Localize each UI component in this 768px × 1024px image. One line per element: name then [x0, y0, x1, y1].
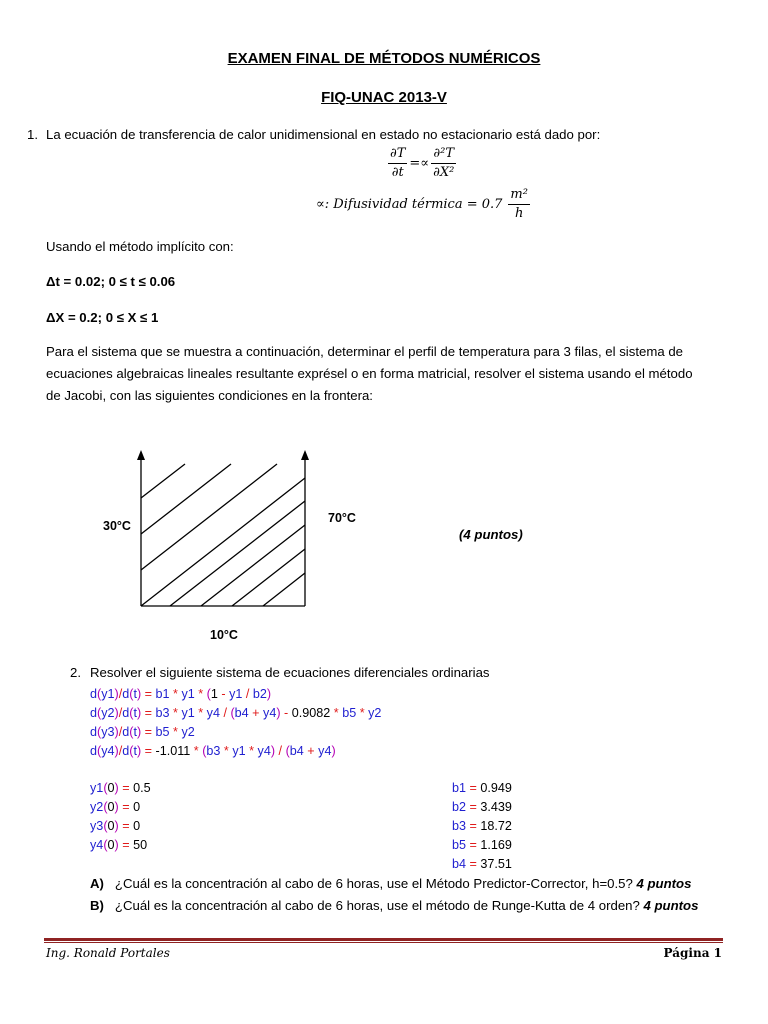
subquestion-a-points: 4 puntos	[636, 876, 692, 891]
diffusivity-label: ∝: Difusividad térmica = 0.7	[316, 197, 503, 212]
init-y3: y3(0) = 0	[90, 819, 141, 833]
q2-number: 2.	[70, 665, 81, 680]
q1-points: (4 puntos)	[459, 527, 523, 542]
subquestion-b-text: ¿Cuál es la concentración al cabo de 6 horas, use el método de Runge-Kutta de 4 orden?	[114, 898, 640, 913]
right-temperature: 70°C	[328, 511, 356, 525]
diffusivity-unit-den: h	[515, 206, 524, 221]
q1-number: 1.	[27, 127, 38, 142]
boundary-diagram	[128, 448, 318, 613]
eq-lhs-denominator: ∂t	[391, 165, 404, 180]
bottom-temperature: 10°C	[210, 628, 238, 642]
footer-rule-thin	[44, 942, 723, 943]
eq-rhs-numerator: ∂²T	[431, 145, 456, 164]
footer-page-number: Página 1	[663, 946, 722, 960]
q2-text: Resolver el siguiente sistema de ecuaciones diferenciales ordinarias	[90, 665, 490, 680]
q1-para-line1: Para el sistema que se muestra a continuación, determinar el perfil de temperatura para 3 filas, el sistema de	[46, 344, 683, 359]
eq-equals-alpha: =∝	[409, 156, 430, 171]
left-temperature: 30°C	[103, 519, 131, 533]
subquestion-a	[90, 876, 691, 891]
q1-para-line3: de Jacobi, con las siguientes condiciones en la frontera:	[46, 388, 373, 403]
param-b2: b2 = 3.439	[452, 800, 512, 814]
subquestion-a-label: A)	[90, 876, 104, 891]
subquestion-b-label: B)	[90, 898, 104, 913]
ode-3: d(y3)/d(t) = b5 * y2	[90, 725, 195, 739]
param-b3: b3 = 18.72	[452, 819, 512, 833]
method-text: Usando el método implícito con:	[46, 239, 234, 254]
param-b5: b5 = 1.169	[452, 838, 512, 852]
exam-subtitle: FIQ-UNAC 2013-V	[321, 89, 447, 106]
init-y2: y2(0) = 0	[90, 800, 141, 814]
exam-title: EXAMEN FINAL DE MÉTODOS NUMÉRICOS	[227, 50, 541, 67]
footer-author: Ing. Ronald Portales	[46, 946, 170, 960]
eq-rhs-denominator: ∂X²	[433, 165, 455, 180]
hatching	[141, 464, 305, 606]
footer-rule-thick	[44, 938, 723, 941]
left-arrow-head	[137, 450, 145, 460]
init-y4: y4(0) = 50	[90, 838, 148, 852]
ode-1: d(y1)/d(t) = b1 * y1 * (1 - y1 / b2)	[90, 687, 272, 701]
eq-lhs-numerator: ∂T	[388, 145, 407, 164]
param-b1: b1 = 0.949	[452, 781, 512, 795]
diffusivity-definition	[316, 186, 530, 223]
dt-range: Δt = 0.02; 0 ≤ t ≤ 0.06	[46, 274, 176, 289]
init-y1: y1(0) = 0.5	[90, 781, 151, 795]
right-arrow-head	[301, 450, 309, 460]
subquestion-a-text: ¿Cuál es la concentración al cabo de 6 horas, use el Método Predictor-Corrector, h=0.5?	[114, 876, 633, 891]
heat-equation	[388, 145, 456, 182]
diffusivity-unit-num: m²	[508, 186, 530, 205]
subquestion-b	[90, 898, 698, 913]
subquestion-b-points: 4 puntos	[643, 898, 699, 913]
q1-para-line2: ecuaciones algebraicas lineales resultante exprésel o en forma matricial, resolver el sistema usando el método	[46, 366, 693, 381]
q1-text: La ecuación de transferencia de calor unidimensional en estado no estacionario está dado por:	[46, 127, 601, 142]
ode-2: d(y2)/d(t) = b3 * y1 * y4 / (b4 + y4) - 0.9082 * b5 * y2	[90, 706, 382, 720]
dx-range: ΔX = 0.2; 0 ≤ X ≤ 1	[46, 310, 159, 325]
ode-4: d(y4)/d(t) = -1.011 * (b3 * y1 * y4) / (b4 + y4)	[90, 744, 336, 758]
param-b4: b4 = 37.51	[452, 857, 512, 871]
